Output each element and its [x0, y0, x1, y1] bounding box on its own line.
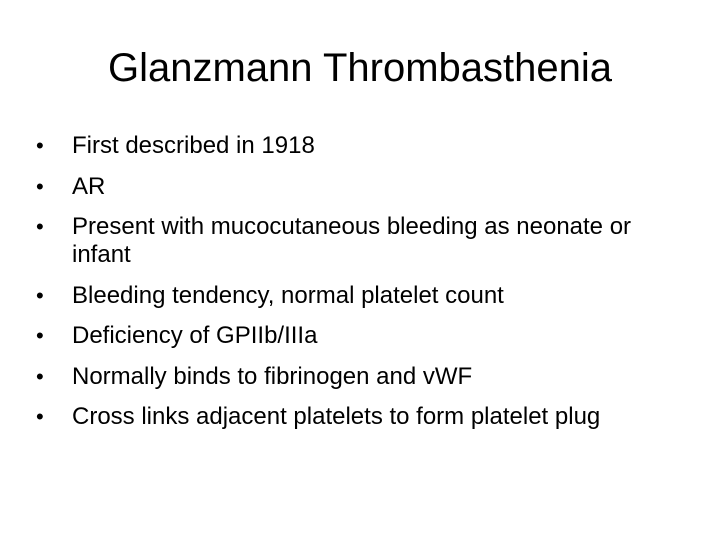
bullet-dot-icon: • — [36, 282, 44, 308]
bullet-text: Normally binds to fibrinogen and vWF — [72, 362, 473, 390]
bullet-text: First described in 1918 — [72, 132, 315, 159]
bullet-text: Deficiency of GPIIb/IIIa — [72, 322, 318, 349]
bullet-item — [36, 132, 676, 160]
bullet-item — [36, 282, 676, 310]
bullet-text: Present with mucocutaneous bleeding as neonate or infant — [72, 213, 632, 268]
bullet-item — [36, 173, 676, 201]
bullet-text: Bleeding tendency, normal platelet count — [72, 281, 504, 309]
bullet-dot-icon: • — [36, 404, 44, 429]
bullet-text: Cross links adjacent platelets to form platelet plug — [72, 403, 601, 430]
bullet-list — [36, 132, 676, 444]
bullet-item — [36, 403, 676, 431]
bullet-item — [36, 322, 676, 350]
bullet-dot-icon: • — [36, 363, 44, 389]
bullet-item — [36, 363, 676, 391]
bullet-dot-icon: • — [36, 214, 44, 239]
bullet-dot-icon: • — [36, 133, 44, 158]
slide-title: Glanzmann Thrombasthenia — [108, 46, 612, 90]
bullet-dot-icon: • — [36, 173, 44, 199]
bullet-dot-icon: • — [36, 323, 44, 348]
bullet-item — [36, 213, 676, 269]
bullet-text: AR — [72, 172, 106, 200]
